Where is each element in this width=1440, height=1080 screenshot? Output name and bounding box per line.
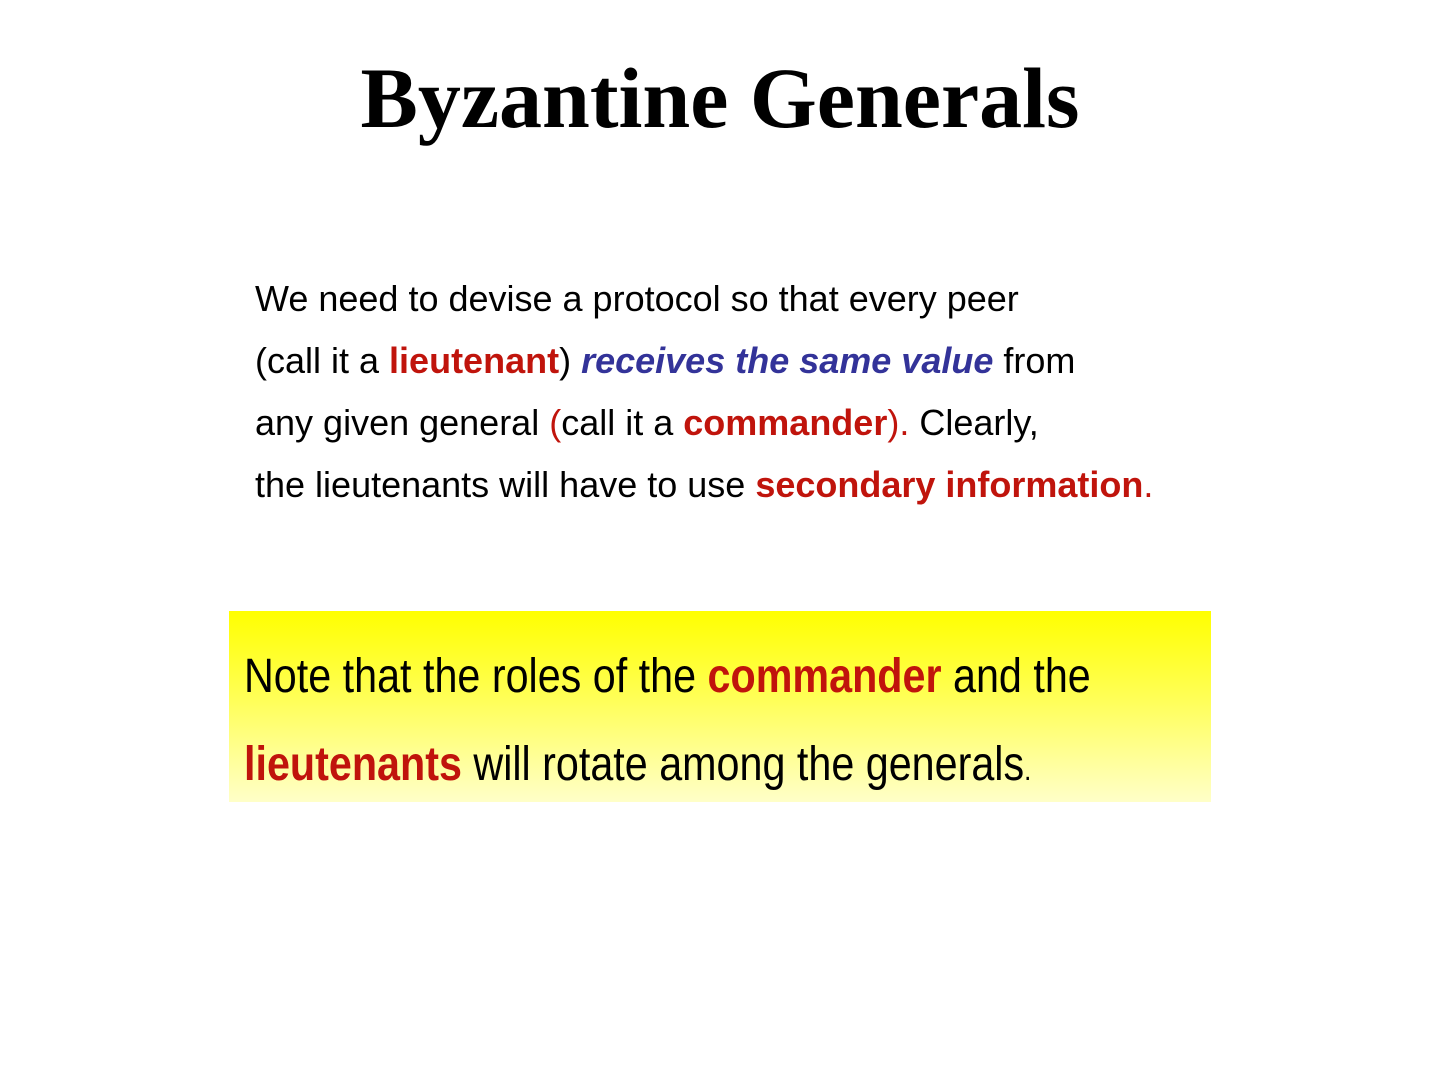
body-line-3-post: Clearly, <box>909 402 1039 443</box>
note-line-2-end: . <box>1024 754 1032 787</box>
term-commander: commander <box>683 402 888 443</box>
body-line-2-post: from <box>993 340 1076 381</box>
note-line-1 <box>244 633 1091 721</box>
body-line-3-close: ). <box>887 402 910 443</box>
body-line-4 <box>255 454 1375 516</box>
body-line-4-end: . <box>1143 464 1154 505</box>
note-text <box>244 633 1091 815</box>
body-line-3 <box>255 392 1375 454</box>
slide-title: Byzantine Generals <box>360 50 1080 146</box>
note-callout <box>229 611 1211 802</box>
body-line-3-mid: call it a <box>561 402 684 443</box>
note-line-2-post: will rotate among the generals <box>461 738 1025 791</box>
term-lieutenant: lieutenant <box>389 340 560 381</box>
term-secondary-information: secondary information <box>755 464 1144 505</box>
note-line-1-pre: Note that the roles of the <box>244 650 708 703</box>
note-term-commander: commander <box>707 650 942 703</box>
note-term-lieutenants: lieutenants <box>244 738 462 791</box>
body-paragraph <box>255 268 1375 516</box>
body-line-2 <box>255 330 1375 392</box>
body-line-2-space <box>571 340 581 381</box>
note-line-2 <box>244 721 1078 815</box>
body-line-4-pre: the lieutenants will have to use <box>255 464 756 505</box>
body-line-2-close: ) <box>559 340 572 381</box>
note-line-1-post: and the <box>941 650 1091 703</box>
body-line-2-pre: (call it a <box>255 340 390 381</box>
body-line-3-open-paren: ( <box>549 402 562 443</box>
body-line-3-pre: any given general <box>255 402 550 443</box>
body-line-1: We need to devise a protocol so that every peer <box>255 278 1019 319</box>
emphasis-same-value: receives the same value <box>581 340 994 381</box>
